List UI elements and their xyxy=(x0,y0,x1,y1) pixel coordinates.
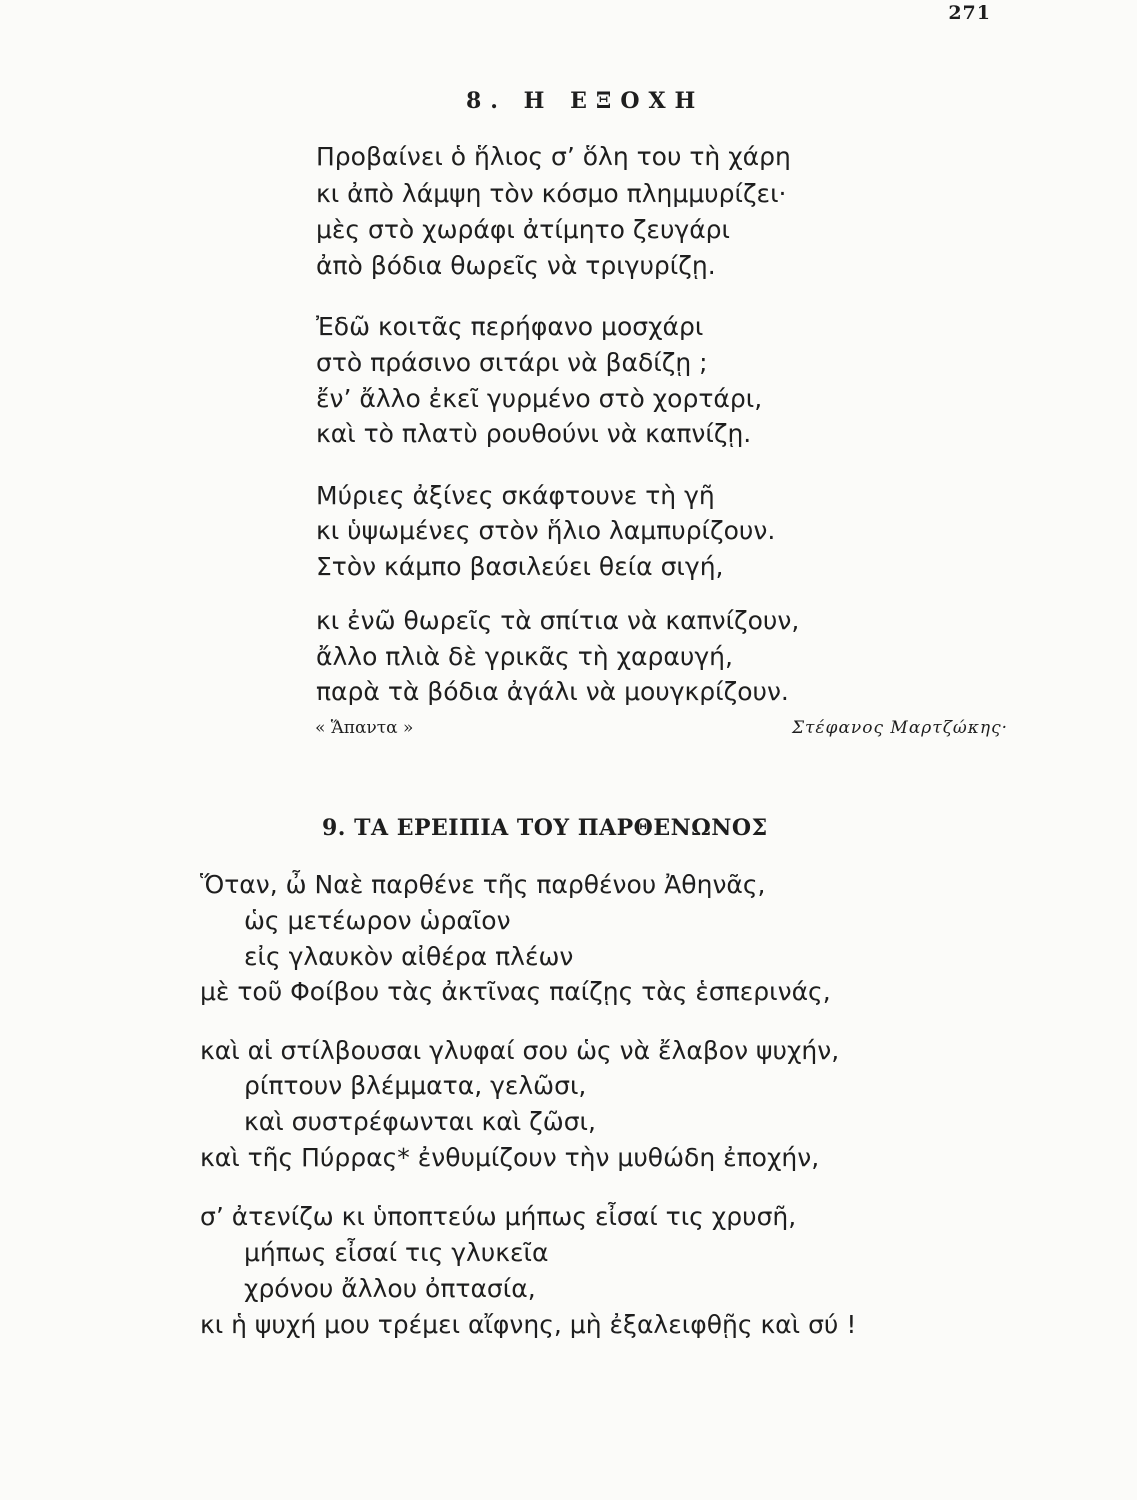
poem-line: Μύριες ἀξίνες σκάφτουνε τὴ γῆ xyxy=(316,481,715,510)
poem-line: κι ὑψωμένες στὸν ἥλιο λαμπυρίζουν. xyxy=(316,516,776,545)
poem-title: 8. Η ΕΞΟΧΗ xyxy=(466,88,705,114)
source-citation: « Ἅπαντα » xyxy=(315,718,414,738)
poem-line: χρόνου ἄλλου ὀπτασία, xyxy=(244,1274,536,1303)
poem-line: καὶ αἱ στίλβουσαι γλυφαί σου ὡς νὰ ἔλαβον ψυχήν, xyxy=(200,1036,840,1065)
poem-line: ἄλλο πλιὰ δὲ γρικᾶς τὴ χαραυγή, xyxy=(316,642,733,671)
poem-line: Ἐδῶ κοιτᾶς περήφανο μοσχάρι xyxy=(316,312,704,341)
poem-line: ἀπὸ βόδια θωρεῖς νὰ τριγυρίζῃ. xyxy=(316,251,716,280)
poem-line: μήπως εἶσαί τις γλυκεῖα xyxy=(244,1238,549,1267)
poem-line: καὶ συστρέφωνται καὶ ζῶσι, xyxy=(244,1107,596,1136)
poem-line: παρὰ τὰ βόδια ἀγάλι νὰ μουγκρίζουν. xyxy=(316,677,789,706)
author-name: Στέφανος Μαρτζώκης· xyxy=(792,718,1009,738)
poem-line: μὲς στὸ χωράφι ἀτίμητο ζευγάρι xyxy=(316,215,731,244)
page-number: 271 xyxy=(948,2,991,24)
poem-line: Ὅταν, ὦ Ναὲ παρθένε τῆς παρθένου Ἀθηνᾶς, xyxy=(200,870,766,899)
poem-line: ρίπτουν βλέμματα, γελῶσι, xyxy=(244,1071,587,1100)
poem-title: 9. ΤΑ ΕΡΕΙΠΙΑ ΤΟΥ ΠΑΡΘΕΝΩΝΟΣ xyxy=(322,815,768,841)
poem-line: ὡς μετέωρον ὡραῖον xyxy=(244,906,511,935)
poem-line: ἔν’ ἄλλο ἐκεῖ γυρμένο στὸ χορτάρι, xyxy=(316,384,763,413)
poem-line: Προβαίνει ὁ ἥλιος σ’ ὅλη του τὴ χάρη xyxy=(316,142,791,171)
poem-line: καὶ τῆς Πύρρας* ἐνθυμίζουν τὴν μυθώδη ἐποχήν, xyxy=(200,1143,820,1172)
poem-line: καὶ τὸ πλατὺ ρουθούνι νὰ καπνίζῃ. xyxy=(316,419,752,448)
poem-line: κι ἡ ψυχή μου τρέμει αἴφνης, μὴ ἐξαλειφθῇς καὶ σύ ! xyxy=(200,1310,857,1339)
poem-line: εἰς γλαυκὸν αἰθέρα πλέων xyxy=(244,942,574,971)
poem-line: κι ἐνῶ θωρεῖς τὰ σπίτια νὰ καπνίζουν, xyxy=(316,606,800,635)
poem-line: κι ἀπὸ λάμψη τὸν κόσμο πλημμυρίζει· xyxy=(316,179,787,208)
poem-line: σ’ ἀτενίζω κι ὑποπτεύω μήπως εἶσαί τις χρυσῆ, xyxy=(200,1202,797,1231)
poem-line: μὲ τοῦ Φοίβου τὰς ἀκτῖνας παίζῃς τὰς ἑσπερινάς, xyxy=(200,977,831,1006)
poem-line: στὸ πράσινο σιτάρι νὰ βαδίζῃ ; xyxy=(316,348,708,377)
poem-line: Στὸν κάμπο βασιλεύει θεία σιγή, xyxy=(316,552,724,581)
